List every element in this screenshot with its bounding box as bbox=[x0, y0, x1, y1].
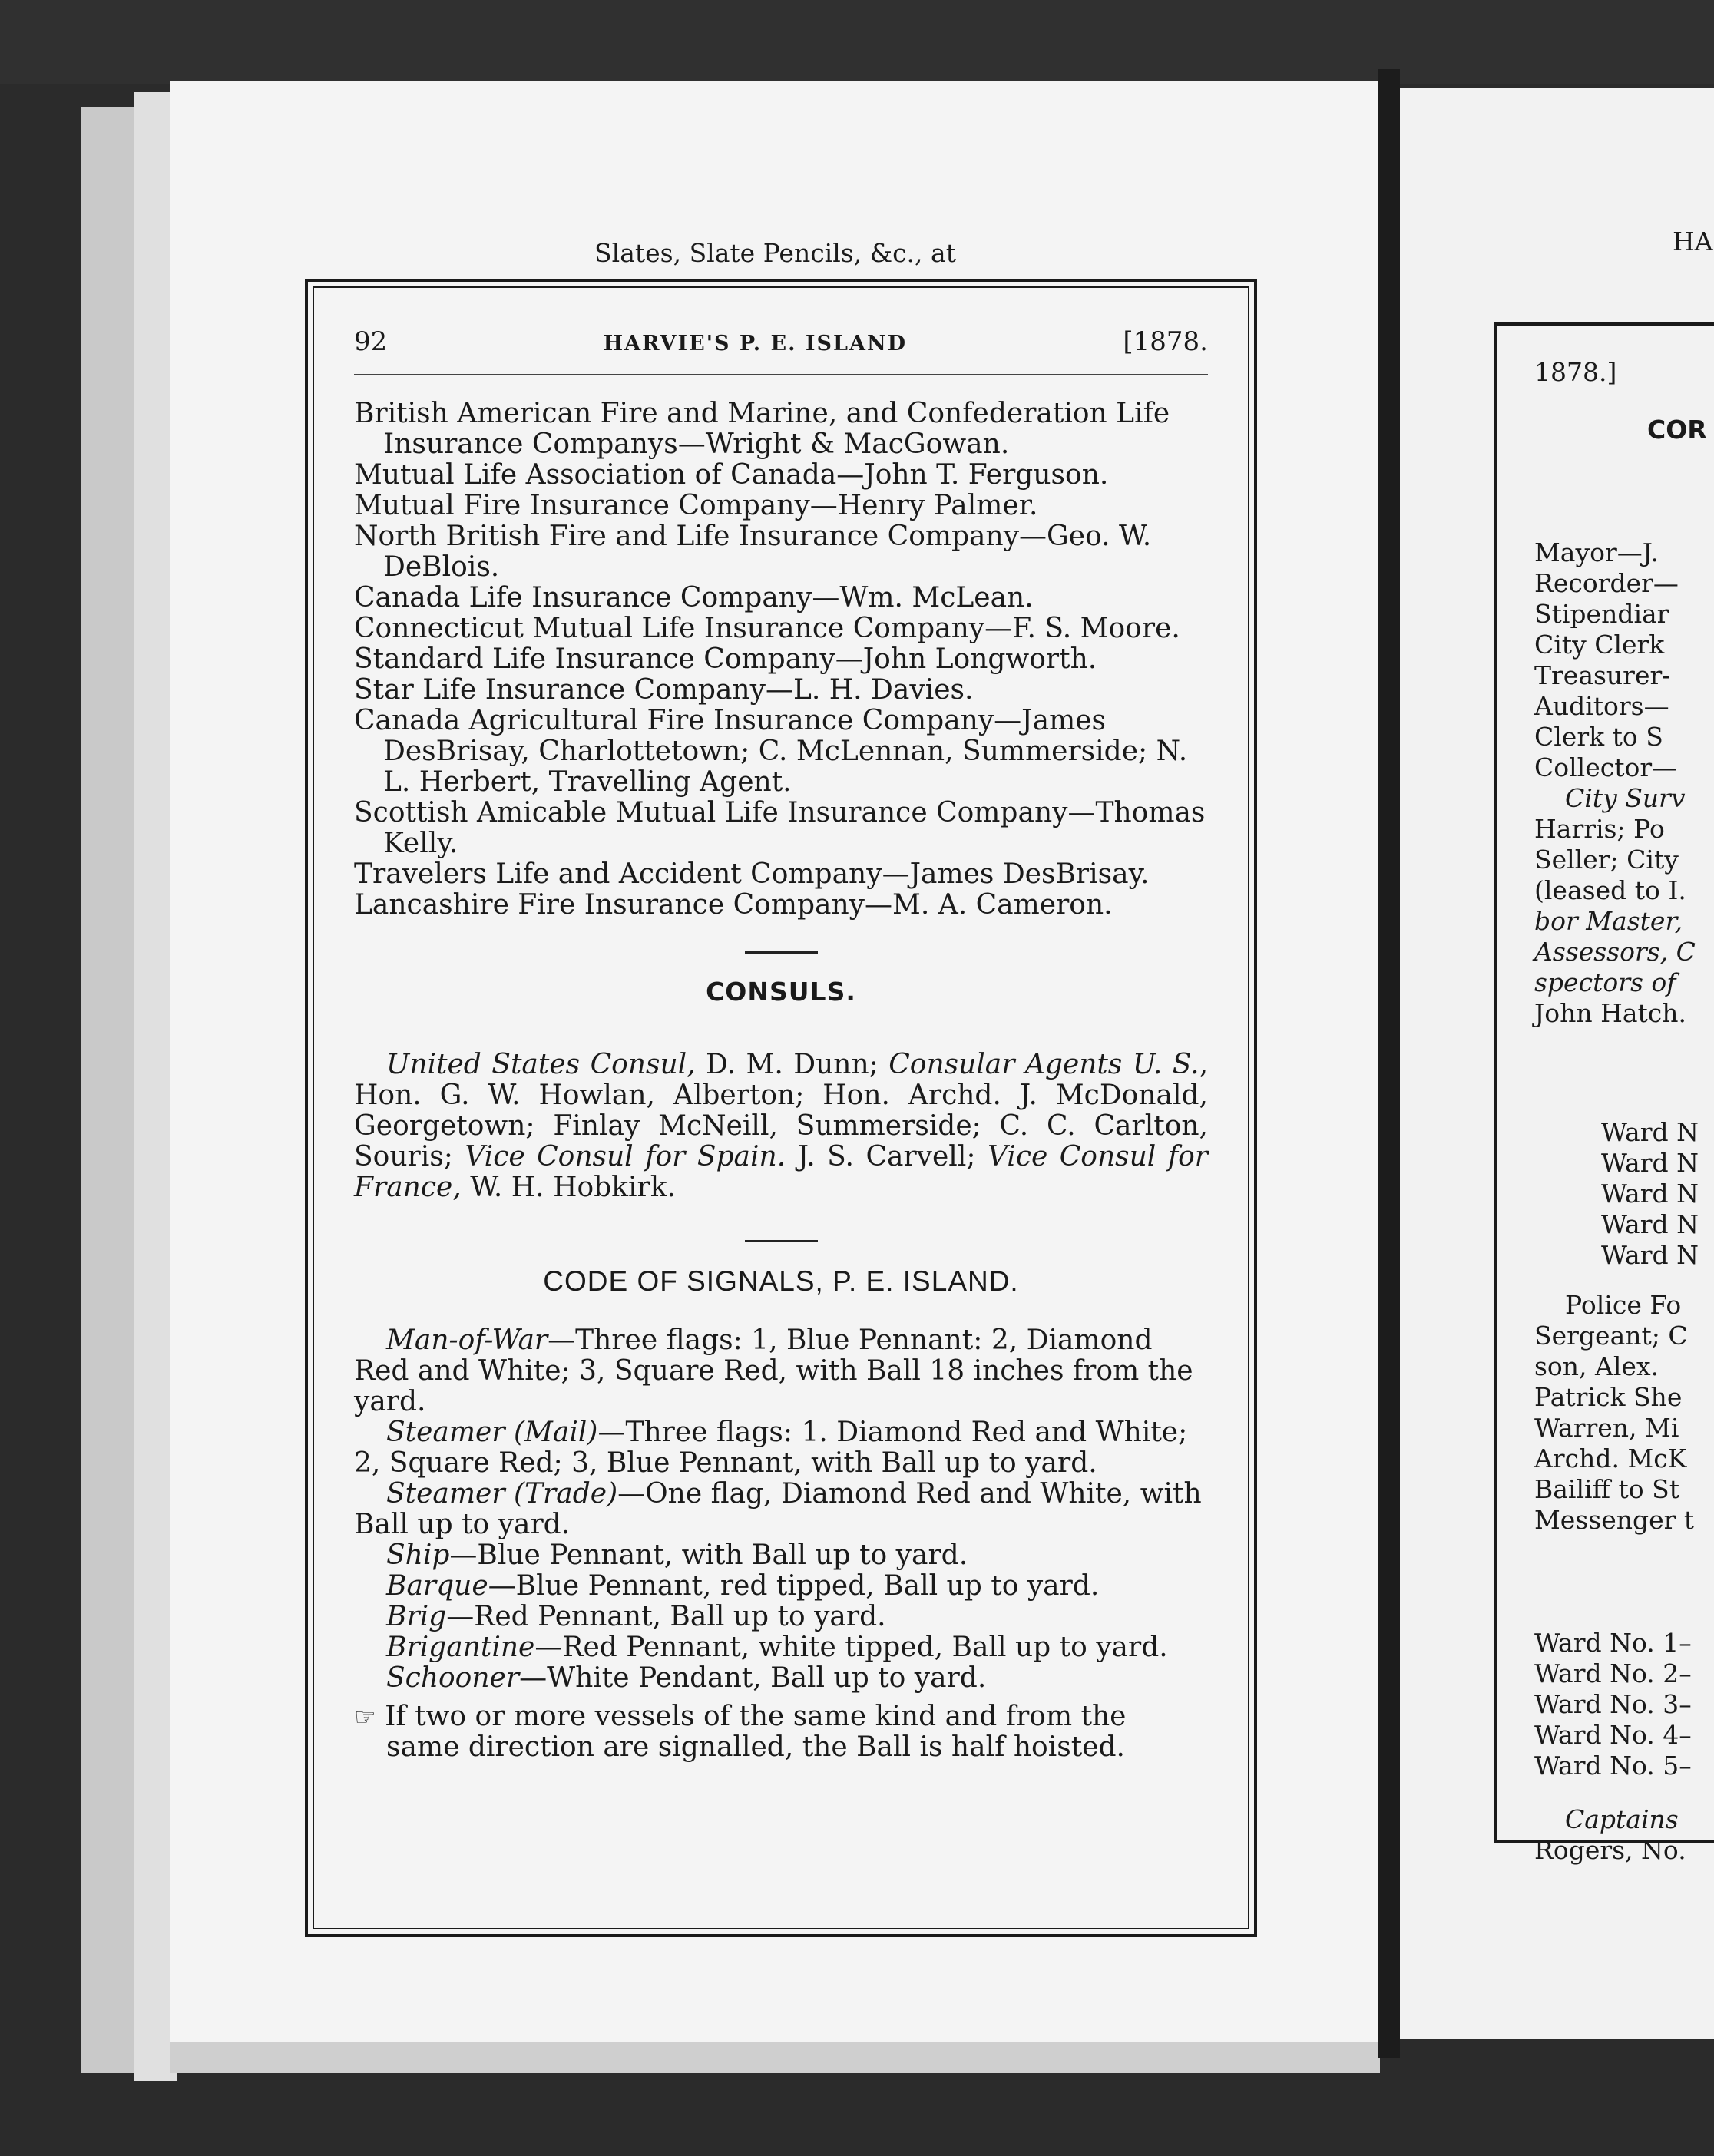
signal-text: —One flag, Diamond Red and White, with Ball up to yard. bbox=[354, 1478, 1202, 1540]
signal-label: Steamer (Trade) bbox=[386, 1478, 618, 1510]
signal-label: Barque bbox=[386, 1570, 488, 1602]
signals-heading: CODE OF SIGNALS, P. E. ISLAND. bbox=[543, 1265, 1019, 1297]
page-header bbox=[354, 326, 1208, 375]
text-line: son, Alex. bbox=[1534, 1351, 1659, 1381]
right-page-captains bbox=[1534, 1804, 1686, 1866]
signal-text: —Red Pennant, white tipped, Ball up to yard. bbox=[534, 1632, 1168, 1663]
right-running-head: HA bbox=[1673, 227, 1713, 256]
right-page-year: 1878.] bbox=[1534, 357, 1617, 387]
signals-list bbox=[354, 1325, 1208, 1763]
page-title: HARVIE'S P. E. ISLAND bbox=[603, 332, 908, 355]
signal-entry bbox=[354, 1632, 1208, 1663]
right-page-officers bbox=[1534, 537, 1696, 1029]
text-line: City Clerk bbox=[1534, 630, 1665, 660]
ward-line: Ward N bbox=[1601, 1209, 1699, 1239]
signal-label: Ship bbox=[386, 1539, 450, 1571]
ward-line: Ward No. 3– bbox=[1534, 1689, 1692, 1719]
text-line: spectors of bbox=[1534, 967, 1676, 997]
signal-entry bbox=[354, 1417, 1208, 1479]
text-line: Sergeant; C bbox=[1534, 1321, 1688, 1351]
page-number: 92 bbox=[354, 326, 388, 357]
text-line: City Surv bbox=[1565, 783, 1686, 813]
section-divider bbox=[745, 951, 818, 954]
text-line: Bailiff to St bbox=[1534, 1474, 1680, 1504]
text-line: Clerk to S bbox=[1534, 722, 1663, 752]
right-page-heading: COR bbox=[1647, 415, 1707, 445]
text-line: Warren, Mi bbox=[1534, 1413, 1679, 1443]
signal-text: —Blue Pennant, with Ball up to yard. bbox=[449, 1539, 968, 1571]
signal-label: Schooner bbox=[386, 1662, 520, 1694]
signal-entry bbox=[354, 1602, 1208, 1632]
signal-entry bbox=[354, 1479, 1208, 1540]
signal-note bbox=[354, 1701, 1208, 1763]
text-line: Archd. McK bbox=[1534, 1443, 1687, 1473]
signal-entry bbox=[354, 1325, 1208, 1417]
right-page-ward-list bbox=[1534, 1628, 1692, 1781]
text-line: Harris; Po bbox=[1534, 814, 1665, 844]
ward-line: Ward No. 1– bbox=[1534, 1628, 1692, 1658]
ward-line: Ward No. 5– bbox=[1534, 1751, 1692, 1781]
list-item: Scottish Amicable Mutual Life Insurance Company—Thomas Kelly. bbox=[354, 797, 1206, 859]
text-line: Stipendiar bbox=[1534, 599, 1669, 629]
pointing-hand-icon: ☞ bbox=[354, 1702, 376, 1731]
consul-name: W. H. Hobkirk. bbox=[461, 1172, 676, 1203]
signal-label: Man-of-War bbox=[386, 1324, 548, 1356]
signal-label: Brigantine bbox=[386, 1632, 535, 1663]
list-item: Star Life Insurance Company—L. H. Davies. bbox=[354, 674, 974, 706]
signal-entry bbox=[354, 1663, 1208, 1694]
text-line: Mayor—J. bbox=[1534, 537, 1659, 567]
right-page-wards bbox=[1601, 1117, 1699, 1271]
running-head: Slates, Slate Pencils, &c., at bbox=[594, 238, 956, 268]
list-item: Travelers Life and Accident Company—James DesBrisay. bbox=[354, 858, 1150, 890]
insurance-list bbox=[354, 398, 1208, 921]
list-item: Canada Life Insurance Company—Wm. McLean. bbox=[354, 582, 1034, 613]
consul-title: Vice Consul for France, bbox=[354, 1141, 1208, 1203]
text-line: Captains bbox=[1565, 1804, 1679, 1834]
consul-title: United States Consul, bbox=[386, 1049, 696, 1080]
text-line: Assessors, C bbox=[1534, 937, 1696, 967]
page-frame-inner bbox=[313, 286, 1249, 1929]
signal-text: —Three flags: 1, Blue Pennant: 2, Diamond Red and White; 3, Square Red, with Ball 18 inches from the yard. bbox=[354, 1324, 1193, 1417]
consul-name: , Hon. G. W. Howlan, Alberton; Hon. Archd. J. McDonald, Georgetown; Finlay McNeill, Summerside; C. C. Carlton, Souris; bbox=[354, 1049, 1209, 1172]
list-item: Standard Life Insurance Company—John Longworth. bbox=[354, 643, 1097, 675]
text-line: Rogers, No. bbox=[1534, 1835, 1686, 1865]
text-line: (leased to I. bbox=[1534, 875, 1686, 905]
text-line: Messenger t bbox=[1534, 1505, 1695, 1535]
ward-line: Ward N bbox=[1601, 1148, 1699, 1178]
book-gutter bbox=[1378, 69, 1400, 2058]
text-line: Treasurer- bbox=[1534, 660, 1671, 690]
text-line: Auditors— bbox=[1534, 691, 1669, 721]
consul-title: Consular Agents U. S. bbox=[888, 1049, 1199, 1080]
list-item: Lancashire Fire Insurance Company—M. A. Cameron. bbox=[354, 889, 1113, 921]
signal-text: —Three flags: 1. Diamond Red and White; 2, Square Red; 3, Blue Pennant, with Ball up to yard. bbox=[354, 1417, 1188, 1479]
consul-title: Vice Consul for Spain. bbox=[465, 1141, 786, 1172]
signal-text: —White Pendant, Ball up to yard. bbox=[519, 1662, 987, 1694]
list-item: North British Fire and Life Insurance Company—Geo. W. DeBlois. bbox=[354, 521, 1152, 583]
text-line: Recorder— bbox=[1534, 568, 1679, 598]
text-line: Seller; City bbox=[1534, 845, 1679, 875]
text-line: John Hatch. bbox=[1534, 998, 1687, 1028]
ward-line: Ward No. 4– bbox=[1534, 1720, 1692, 1750]
consuls-paragraph bbox=[354, 1050, 1208, 1203]
ward-line: Ward No. 2– bbox=[1534, 1658, 1692, 1688]
page-bottom-edge bbox=[170, 2042, 1380, 2073]
text-line: Collector— bbox=[1534, 752, 1678, 782]
note-text: If two or more vessels of the same kind and from the same direction are signalled, the Ball is half hoisted. bbox=[376, 1701, 1127, 1763]
scan-background bbox=[0, 0, 1714, 84]
text-line: Patrick She bbox=[1534, 1382, 1683, 1412]
signal-text: —Blue Pennant, red tipped, Ball up to yard. bbox=[488, 1570, 1100, 1602]
section-divider bbox=[745, 1240, 818, 1242]
signal-entry bbox=[354, 1571, 1208, 1602]
text-line: Police Fo bbox=[1565, 1290, 1682, 1320]
signal-label: Steamer (Mail) bbox=[386, 1417, 598, 1448]
consul-name: D. M. Dunn; bbox=[695, 1049, 889, 1080]
ward-line: Ward N bbox=[1601, 1240, 1699, 1270]
signal-text: —Red Pennant, Ball up to yard. bbox=[446, 1601, 886, 1632]
page-frame bbox=[305, 279, 1257, 1937]
list-item: British American Fire and Marine, and Confederation Life Insurance Companys—Wright & MacGowan. bbox=[354, 398, 1170, 460]
left-page bbox=[170, 81, 1380, 2042]
list-item: Mutual Life Association of Canada—John T. Ferguson. bbox=[354, 459, 1109, 491]
list-item: Mutual Fire Insurance Company—Henry Palmer. bbox=[354, 490, 1038, 521]
list-item: Connecticut Mutual Life Insurance Company—F. S. Moore. bbox=[354, 613, 1180, 644]
signal-entry bbox=[354, 1540, 1208, 1571]
list-item: Canada Agricultural Fire Insurance Company—James DesBrisay, Charlottetown; C. McLennan, Summerside; N. L. Herbert, Travelling Agent. bbox=[354, 705, 1188, 798]
consuls-heading: CONSULS. bbox=[706, 977, 856, 1007]
ward-line: Ward N bbox=[1601, 1117, 1699, 1147]
page-year: [1878. bbox=[1123, 326, 1208, 357]
text-line: bor Master, bbox=[1534, 906, 1683, 936]
signal-label: Brig bbox=[386, 1601, 447, 1632]
right-page-police bbox=[1534, 1290, 1694, 1536]
ward-line: Ward N bbox=[1601, 1179, 1699, 1209]
consul-name: J. S. Carvell; bbox=[786, 1141, 988, 1172]
